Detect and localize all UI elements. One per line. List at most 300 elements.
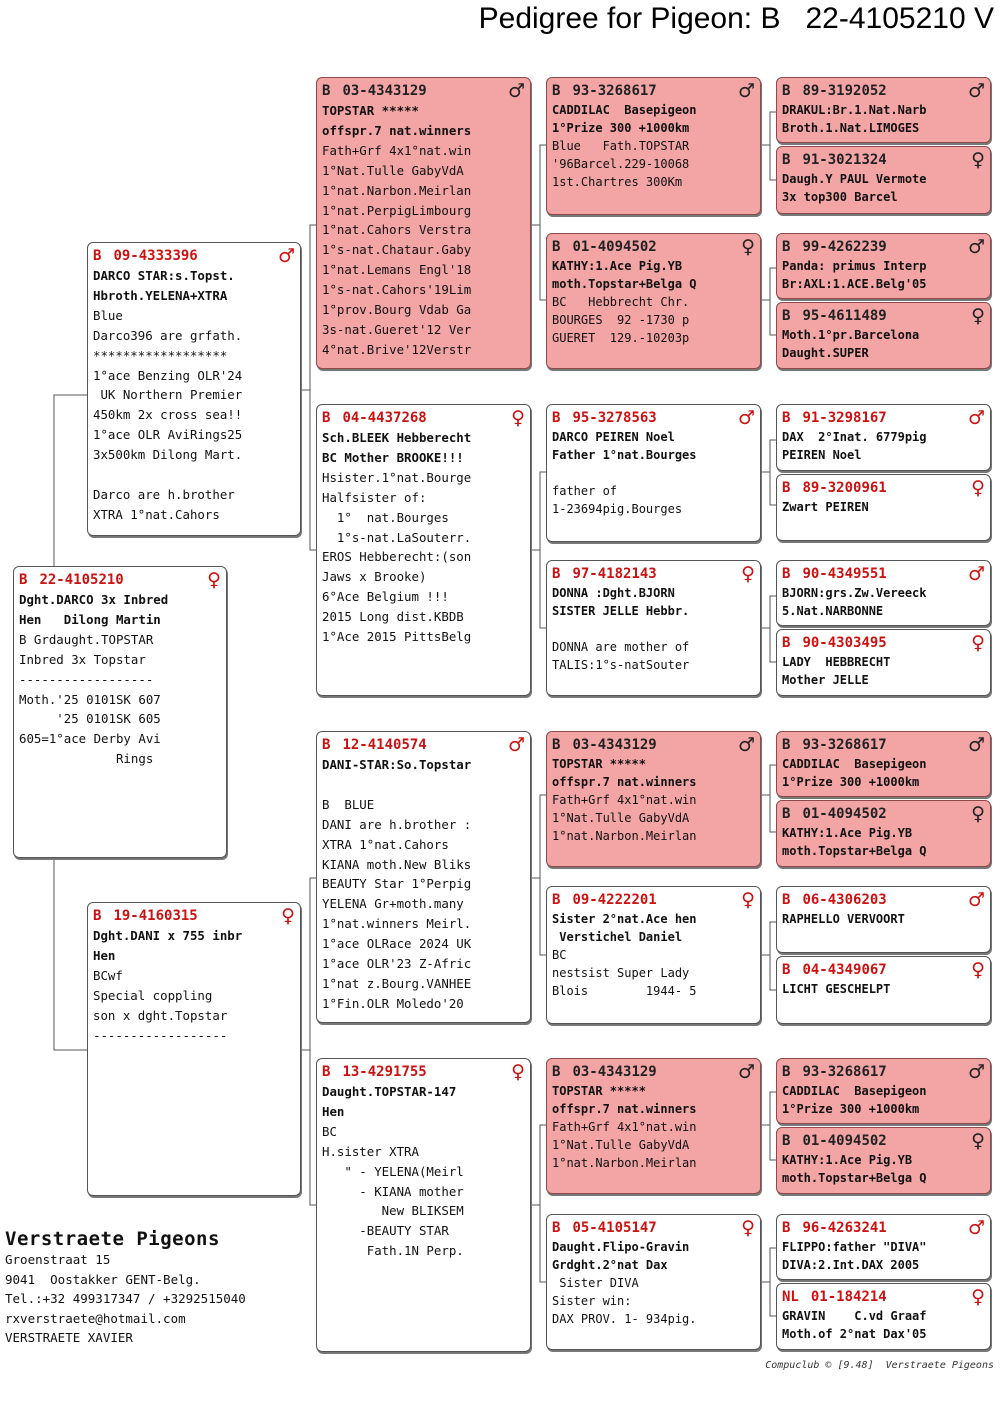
owner-address: Groenstraat 15	[5, 1252, 111, 1267]
country-code: B	[782, 1133, 791, 1149]
card-header	[552, 81, 755, 101]
ring-number: 22-4105210	[39, 572, 124, 588]
card-header	[782, 150, 985, 170]
note-line: 1°Prize 300 +1000km	[782, 775, 920, 789]
country-code: B	[782, 1220, 791, 1236]
female-symbol-icon: ♀	[511, 1061, 525, 1083]
country-code: B	[552, 410, 561, 426]
note-line: 1° nat.Bourges	[322, 509, 449, 525]
note-line: ------------------	[19, 671, 154, 687]
ring-number: 93-3268617	[802, 737, 887, 753]
note-line: UK Northern Premier	[93, 387, 243, 403]
card-header	[782, 633, 985, 653]
note-line: Special coppling	[93, 987, 213, 1003]
owner-phone: Tel.:+32 499317347 / +3292515040	[5, 1291, 246, 1307]
card-header	[552, 735, 755, 755]
note-line: Dght.DARCO 3x Inbred	[19, 592, 169, 607]
note-line: 1°ace OLR AviRings25	[93, 427, 243, 443]
pedigree-card-sdd	[546, 560, 761, 696]
note-line: son x dght.Topstar	[93, 1007, 228, 1023]
ring-number: 95-3278563	[572, 410, 657, 426]
note-line: YELENA Gr+moth.many	[322, 896, 464, 912]
note-line: DANI-STAR:So.Topstar	[322, 757, 472, 772]
note-line: 1°Nat.Tulle GabyVdA	[322, 162, 464, 178]
card-notes	[322, 755, 525, 1014]
male-symbol-icon: ♂	[737, 734, 755, 756]
country-code: B	[782, 83, 791, 99]
note-line	[322, 775, 525, 795]
note-line: DONNA :Dght.BJORN	[552, 586, 675, 600]
note-line: BC Mother BROOKE!!!	[322, 449, 464, 465]
card-header	[782, 1062, 985, 1082]
note-line: 1°s-nat.Cahors'19Lim	[322, 282, 472, 298]
note-line: Fath+Grf 4x1°nat.win	[552, 793, 697, 807]
note-line: Halfsister of:	[322, 489, 427, 505]
card-notes	[552, 755, 755, 845]
note-line: 1°ace Benzing OLR'24	[93, 367, 243, 383]
card-header	[322, 408, 525, 428]
note-line	[552, 620, 755, 638]
card-header	[552, 237, 755, 257]
country-code: B	[19, 572, 28, 588]
note-line: H.sister XTRA	[322, 1143, 419, 1159]
note-line: Father 1°nat.Bourges	[552, 448, 697, 462]
note-line: GRAVIN C.vd Graaf	[782, 1309, 927, 1323]
note-line: 1°Nat.Tulle GabyVdA	[552, 811, 690, 825]
note-line: 1°nat.Narbon.Meirlan	[322, 182, 472, 198]
note-line: DIVA:2.Int.DAX 2005	[782, 1258, 920, 1272]
card-notes	[552, 1238, 755, 1328]
country-code: B	[782, 635, 791, 651]
note-line: 1st.Chartres 300Km	[552, 175, 683, 189]
male-symbol-icon: ♂	[967, 407, 985, 429]
pedigree-card-g6	[776, 474, 991, 541]
pedigree-card-dsd	[546, 886, 761, 1024]
card-notes	[93, 266, 295, 525]
card-header	[782, 1131, 985, 1151]
female-symbol-icon: ♀	[971, 803, 985, 825]
note-line: LADY HEBBRECHT	[782, 655, 891, 669]
pedigree-card-sds	[546, 404, 761, 542]
country-code: B	[552, 1064, 561, 1080]
note-line: EROS Hebberecht:(son	[322, 549, 472, 565]
country-code: B	[552, 892, 561, 908]
note-line: 1°ace OLR'23 Z-Afric	[322, 956, 472, 972]
note-line: nestsist Super Lady	[552, 966, 690, 980]
country-code: B	[322, 737, 331, 753]
female-symbol-icon: ♀	[971, 477, 985, 499]
note-line: BJORN:grs.Zw.Vereeck	[782, 586, 927, 600]
note-line: TOPSTAR *****	[552, 1084, 646, 1098]
note-line: - KIANA mother	[322, 1183, 464, 1199]
note-line: 1°ace OLRace 2024 UK	[322, 936, 472, 952]
card-header	[93, 906, 295, 926]
note-line: Hen	[322, 1103, 345, 1119]
note-line: B BLUE	[322, 796, 375, 812]
note-line: Sister 2°nat.Ace hen	[552, 912, 697, 926]
ring-number: 13-4291755	[342, 1064, 427, 1080]
note-line: Panda: primus Interp	[782, 259, 927, 273]
ring-number: 97-4182143	[572, 566, 657, 582]
note-line: 1°nat.Narbon.Meirlan	[552, 829, 697, 843]
note-line: Mother JELLE	[782, 673, 869, 687]
note-line: 6°Ace Belgium !!!	[322, 589, 449, 605]
note-line: 1°s-nat.Chataur.Gaby	[322, 242, 472, 258]
pedigree-card-sire	[87, 242, 301, 536]
pedigree-card-g7	[776, 560, 991, 626]
note-line: Blue	[93, 307, 123, 323]
male-symbol-icon: ♂	[967, 236, 985, 258]
ring-number: 91-3298167	[802, 410, 887, 426]
card-header	[782, 735, 985, 755]
note-line: TALIS:1°s-natSouter	[552, 658, 690, 672]
note-line: Hsister.1°nat.Bourge	[322, 469, 472, 485]
card-header	[552, 890, 755, 910]
ring-number: 89-3192052	[802, 83, 887, 99]
note-line: Hen	[93, 947, 116, 963]
ring-number: 95-4611489	[802, 308, 887, 324]
note-line: 1°Prize 300 +1000km	[782, 1102, 920, 1116]
note-line: Darco are h.brother	[93, 486, 235, 502]
ring-number: 96-4263241	[802, 1220, 887, 1236]
male-symbol-icon: ♂	[507, 734, 525, 756]
card-header	[322, 735, 525, 755]
note-line: DONNA are mother of	[552, 640, 690, 654]
pedigree-card-sire-dam	[316, 404, 531, 696]
note-line: GUERET 129.-10203p	[552, 331, 690, 345]
card-notes	[552, 101, 755, 191]
note-line: 1°prov.Bourg Vdab Ga	[322, 302, 472, 318]
note-line	[93, 465, 295, 485]
female-symbol-icon: ♀	[971, 959, 985, 981]
ring-number: 06-4306203	[802, 892, 887, 908]
note-line: Sch.BLEEK Hebberecht	[322, 430, 472, 445]
note-line: 450km 2x cross sea!!	[93, 407, 243, 423]
card-header	[322, 1062, 525, 1082]
note-line: Dght.DANI x 755 inbr	[93, 928, 243, 943]
note-line: Sister win:	[552, 1294, 632, 1308]
pedigree-card-g14	[776, 1127, 991, 1194]
card-header	[552, 564, 755, 584]
pedigree-card-g3	[776, 233, 991, 299]
pedigree-card-dss	[546, 731, 761, 867]
card-notes	[552, 1082, 755, 1172]
note-line: 1-23694pig.Bourges	[552, 502, 683, 516]
female-symbol-icon: ♀	[741, 1217, 755, 1239]
note-line: 1°nat.Narbon.Meirlan	[552, 1156, 697, 1170]
female-symbol-icon: ♀	[281, 905, 295, 927]
ring-number: 19-4160315	[113, 908, 198, 924]
note-line: Daught.SUPER	[782, 346, 869, 360]
country-code: B	[322, 410, 331, 426]
note-line: XTRA 1°nat.Cahors	[322, 836, 449, 852]
note-line: BC	[322, 1123, 337, 1139]
country-code: B	[552, 239, 561, 255]
note-line: Grdght.2°nat Dax	[552, 1258, 668, 1272]
note-line: offspr.7 nat.winners	[552, 775, 697, 789]
card-notes	[782, 584, 985, 620]
ring-number: 91-3021324	[802, 152, 887, 168]
pedigree-card-g8	[776, 629, 991, 696]
note-line: TOPSTAR *****	[322, 103, 419, 118]
card-header	[782, 804, 985, 824]
card-header	[782, 1218, 985, 1238]
note-line: Br:AXL:1.ACE.Belg'05	[782, 277, 927, 291]
card-header	[782, 564, 985, 584]
pedigree-card-g1	[776, 77, 991, 143]
note-line: 1°nat.PerpigLimbourg	[322, 202, 472, 218]
card-header	[782, 306, 985, 326]
card-notes	[782, 101, 985, 137]
note-line: Moth.1°pr.Barcelona	[782, 328, 920, 342]
card-header	[782, 890, 985, 910]
note-line	[552, 464, 755, 482]
ring-number: 12-4140574	[342, 737, 427, 753]
country-code: B	[782, 737, 791, 753]
ring-number: 03-4343129	[572, 1064, 657, 1080]
ring-number: 04-4349067	[802, 962, 887, 978]
owner-info	[5, 1228, 246, 1348]
female-symbol-icon: ♀	[511, 407, 525, 429]
note-line: Fath+Grf 4x1°nat.win	[552, 1120, 697, 1134]
note-line: '25 0101SK 605	[19, 711, 161, 727]
card-notes	[782, 170, 985, 206]
male-symbol-icon: ♂	[737, 407, 755, 429]
country-code: B	[322, 1064, 331, 1080]
note-line: Fath.1N Perp.	[322, 1243, 464, 1259]
note-line: Jaws x Brooke)	[322, 569, 427, 585]
country-code: B	[322, 83, 331, 99]
card-notes	[782, 910, 985, 928]
country-code: B	[782, 566, 791, 582]
card-notes	[322, 428, 525, 647]
note-line: KATHY:1.Ace Pig.YB	[552, 259, 683, 273]
note-line: BEAUTY Star 1°Perpig	[322, 876, 472, 892]
note-line: Daught.Flipo-Gravin	[552, 1240, 690, 1254]
note-line: RAPHELLO VERVOORT	[782, 912, 905, 926]
note-line: TOPSTAR *****	[552, 757, 646, 771]
card-header	[782, 960, 985, 980]
pedigree-card-g5	[776, 404, 991, 471]
female-symbol-icon: ♀	[207, 569, 221, 591]
pedigree-card-g9	[776, 731, 991, 797]
note-line: Darco396 are grfath.	[93, 327, 243, 343]
female-symbol-icon: ♀	[971, 149, 985, 171]
note-line: Verstichel Daniel	[552, 930, 683, 944]
country-code: B	[552, 566, 561, 582]
ring-number: 01-184214	[810, 1289, 887, 1305]
pedigree-card-ssd	[546, 233, 761, 369]
note-line: Blois 1944- 5	[552, 984, 697, 998]
note-line: Blue Fath.TOPSTAR	[552, 139, 690, 153]
note-line: 1°Fin.OLR Moledo'20	[322, 995, 464, 1011]
ring-number: 03-4343129	[572, 737, 657, 753]
note-line: 605=1°ace Derby Avi	[19, 731, 161, 747]
note-line: New BLIKSEM	[322, 1203, 464, 1219]
note-line: KATHY:1.Ace Pig.YB	[782, 826, 913, 840]
note-line: -BEAUTY STAR	[322, 1223, 449, 1239]
pedigree-card-subject	[13, 566, 227, 858]
card-notes	[552, 584, 755, 674]
ring-number: 93-3268617	[802, 1064, 887, 1080]
ring-number: 01-4094502	[802, 806, 887, 822]
note-line: moth.Topstar+Belga Q	[552, 277, 697, 291]
male-symbol-icon: ♂	[967, 563, 985, 585]
card-notes	[93, 926, 295, 1045]
note-line: FLIPPO:father "DIVA"	[782, 1240, 927, 1254]
ring-number: 90-4303495	[802, 635, 887, 651]
country-code: B	[782, 239, 791, 255]
note-line: offspr.7 nat.winners	[322, 122, 472, 138]
male-symbol-icon: ♂	[967, 889, 985, 911]
country-code: B	[782, 806, 791, 822]
note-line: CADDILAC Basepigeon	[552, 103, 697, 117]
male-symbol-icon: ♂	[507, 80, 525, 102]
note-line: offspr.7 nat.winners	[552, 1102, 697, 1116]
note-line: 3x top300 Barcel	[782, 190, 898, 204]
pedigree-card-g12	[776, 956, 991, 1024]
card-header	[782, 1287, 985, 1307]
country-code: B	[782, 308, 791, 324]
card-header	[322, 81, 525, 101]
card-header	[782, 478, 985, 498]
note-line: SISTER JELLE Hebbr.	[552, 604, 690, 618]
note-line: ******************	[93, 347, 228, 363]
note-line: DAX 2°Inat. 6779pig	[782, 430, 927, 444]
note-line: LICHT GESCHELPT	[782, 982, 891, 996]
card-notes	[552, 428, 755, 518]
card-notes	[552, 910, 755, 1000]
note-line: CADDILAC Basepigeon	[782, 757, 927, 771]
note-line: DARCO STAR:s.Topst.	[93, 268, 235, 283]
note-line: Rings	[19, 751, 154, 767]
ring-number: 05-4105147	[572, 1220, 657, 1236]
card-header	[19, 570, 221, 590]
card-notes	[19, 590, 221, 769]
note-line: 1°nat z.Bourg.VANHEE	[322, 975, 472, 991]
owner-email: rxverstraete@hotmail.com	[5, 1310, 186, 1326]
ring-number: 89-3200961	[802, 480, 887, 496]
card-notes	[552, 257, 755, 347]
card-notes	[782, 824, 985, 860]
male-symbol-icon: ♂	[967, 1061, 985, 1083]
card-header	[552, 408, 755, 428]
card-header	[552, 1062, 755, 1082]
card-notes	[782, 428, 985, 464]
pedigree-card-g16	[776, 1283, 991, 1350]
note-line: Inbred 3x Topstar	[19, 651, 146, 667]
note-line: Broth.1.Nat.LIMOGES	[782, 121, 920, 135]
note-line: 1°Nat.Tulle GabyVdA	[552, 1138, 690, 1152]
note-line: Hen Dilong Martin	[19, 611, 161, 627]
page-title: Pedigree for Pigeon: B 22-4105210 V	[478, 2, 994, 35]
ring-number: 09-4333396	[113, 248, 198, 264]
note-line: 5.Nat.NARBONNE	[782, 604, 884, 618]
note-line: 3x500km Dilong Mart.	[93, 447, 243, 463]
pedigree-card-g4	[776, 302, 991, 369]
ring-number: 01-4094502	[802, 1133, 887, 1149]
owner-name: Verstraete Pigeons	[5, 1228, 220, 1250]
male-symbol-icon: ♂	[967, 734, 985, 756]
note-line: 1°Prize 300 +1000km	[552, 121, 690, 135]
note-line: 1°Ace 2015 PittsBelg	[322, 629, 472, 645]
note-line: DRAKUL:Br.1.Nat.Narb	[782, 103, 927, 117]
female-symbol-icon: ♀	[741, 236, 755, 258]
ring-number: 99-4262239	[802, 239, 887, 255]
country-code: B	[782, 152, 791, 168]
card-header	[782, 81, 985, 101]
card-header	[93, 246, 295, 266]
note-line: Moth.of 2°nat Dax'05	[782, 1327, 927, 1341]
ring-number: 04-4437268	[342, 410, 427, 426]
note-line: 1°nat.Cahors Verstra	[322, 222, 472, 238]
card-notes	[782, 755, 985, 791]
note-line: '96Barcel.229-10068	[552, 157, 690, 171]
note-line: Fath+Grf 4x1°nat.win	[322, 142, 472, 158]
note-line: Moth.'25 0101SK 607	[19, 691, 161, 707]
card-header	[782, 237, 985, 257]
note-line: 1°nat.Lemans Engl'18	[322, 262, 472, 278]
note-line: father of	[552, 484, 618, 498]
female-symbol-icon: ♀	[971, 1286, 985, 1308]
pedigree-card-g11	[776, 886, 991, 953]
card-notes	[782, 653, 985, 689]
card-notes	[782, 1082, 985, 1118]
note-line: Hbroth.YELENA+XTRA	[93, 287, 228, 303]
pedigree-card-dds	[546, 1058, 761, 1194]
note-line: 4°nat.Brive'12Verstr	[322, 341, 472, 357]
card-notes	[782, 498, 985, 516]
country-code: B	[782, 410, 791, 426]
ring-number: 01-4094502	[572, 239, 657, 255]
note-line: DARCO PEIREN Noel	[552, 430, 675, 444]
software-footer: Compuclub © [9.48] Verstraete Pigeons	[765, 1360, 994, 1371]
note-line: DAX PROV. 1- 934pig.	[552, 1312, 697, 1326]
country-code: B	[93, 248, 102, 264]
male-symbol-icon: ♂	[737, 1061, 755, 1083]
card-notes	[782, 1151, 985, 1187]
card-header	[782, 408, 985, 428]
card-notes	[782, 1238, 985, 1274]
pedigree-card-g13	[776, 1058, 991, 1124]
card-notes	[322, 101, 525, 360]
note-line: BCwf	[93, 967, 123, 983]
note-line: ------------------	[93, 1027, 228, 1043]
note-line: " - YELENA(Meirl	[322, 1163, 464, 1179]
pedigree-card-sire-sire	[316, 77, 531, 369]
card-notes	[782, 257, 985, 293]
pedigree-card-g15	[776, 1214, 991, 1280]
card-header	[552, 1218, 755, 1238]
note-line: 1°nat.winners Meirl.	[322, 916, 472, 932]
card-notes	[322, 1082, 525, 1261]
country-code: B	[782, 1064, 791, 1080]
note-line: moth.Topstar+Belga Q	[782, 844, 927, 858]
card-notes	[782, 980, 985, 998]
pedigree-card-g10	[776, 800, 991, 867]
note-line: 3s-nat.Gueret'12 Ver	[322, 321, 472, 337]
note-line: CADDILAC Basepigeon	[782, 1084, 927, 1098]
male-symbol-icon: ♂	[967, 1217, 985, 1239]
ring-number: 03-4343129	[342, 83, 427, 99]
country-code: B	[552, 737, 561, 753]
pedigree-card-dam-sire	[316, 731, 531, 1023]
country-code: B	[782, 962, 791, 978]
country-code: NL	[782, 1289, 799, 1305]
female-symbol-icon: ♀	[971, 305, 985, 327]
note-line: PEIREN Noel	[782, 448, 862, 462]
pedigree-card-sss	[546, 77, 761, 215]
